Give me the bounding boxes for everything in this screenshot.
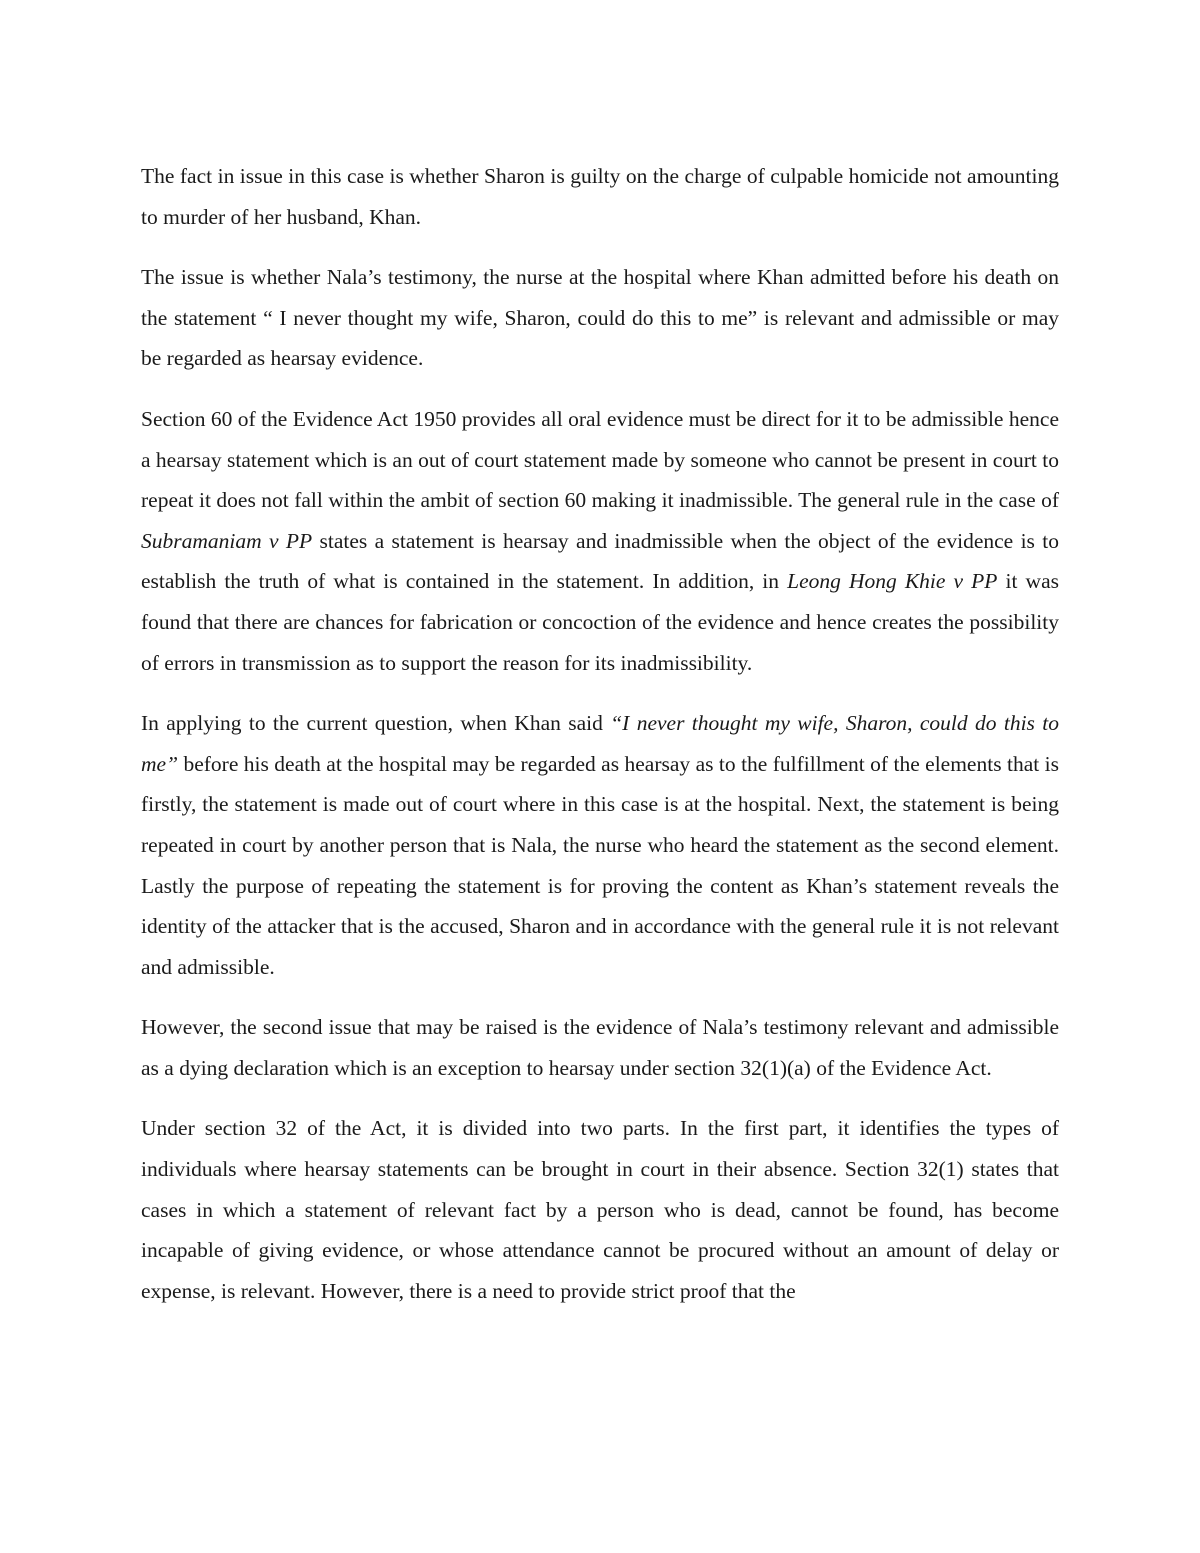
paragraph-text: Under section 32 of the Act, it is divided into two parts. In the first part, it identifies the types of individuals where hearsay statements can be brought in court in their absence. Section 32(1) states that cases in which a statement of relevant fact by a person who is dead, cannot be found, has become incapable of giving evidence, or whose attendance cannot be procured without an amount of delay or expense, is relevant. However, there is a need to provide strict proof that the bbox=[141, 1116, 1059, 1303]
paragraph-text: The issue is whether Nala’s testimony, the nurse at the hospital where Khan admitted before his death on the statement “ I never thought my wife, Sharon, could do this to me” is relevant and admissible or may be regarded as hearsay evidence. bbox=[141, 265, 1059, 371]
paragraph-section-32 bbox=[141, 1108, 1059, 1311]
case-citation-subramaniam: Subramaniam v PP bbox=[141, 528, 313, 553]
paragraph-text: states a statement is hearsay and inadmissible when the object of the evidence is to establish the truth of what is contained in the statement. In addition, in bbox=[141, 528, 1059, 594]
paragraph-issue-statement bbox=[141, 257, 1059, 379]
paragraph-text: before his death at the hospital may be regarded as hearsay as to the fulfillment of the elements that is firstly, the statement is made out of court where in this case is at the hospital. Next, the statement is being repeated in court by another person that is Nala, the nurse who heard the statement as the second element. Lastly the purpose of repeating the statement is for proving the content as Khan’s statement reveals the identity of the attacker that is the accused, Sharon and in accordance with the general rule it is not relevant and admissible. bbox=[141, 751, 1059, 979]
paragraph-fact-in-issue bbox=[141, 156, 1059, 237]
paragraph-text: it was found that there are chances for fabrication or concoction of the evidence and hence creates the possibility of errors in transmission as to support the reason for its inadmissibility. bbox=[141, 569, 1059, 675]
paragraph-application bbox=[141, 703, 1059, 987]
paragraph-section-60 bbox=[141, 399, 1059, 683]
paragraph-text: However, the second issue that may be raised is the evidence of Nala’s testimony relevant and admissible as a dying declaration which is an exception to hearsay under section 32(1)(a) of the Evidence Act. bbox=[141, 1015, 1059, 1080]
paragraph-text: The fact in issue in this case is whether Sharon is guilty on the charge of culpable homicide not amounting to murder of her husband, Khan. bbox=[141, 164, 1059, 229]
paragraph-text: Section 60 of the Evidence Act 1950 provides all oral evidence must be direct for it to be admissible hence a hearsay statement which is an out of court statement made by someone who cannot be present in court to repeat it does not fall within the ambit of section 60 making it inadmissible. The general rule in the case of bbox=[141, 406, 1059, 513]
case-citation-leong-hong-khie: Leong Hong Khie v PP bbox=[787, 569, 998, 594]
quoted-statement: “I never thought my wife, Sharon, could do this to me” bbox=[141, 711, 1059, 776]
paragraph-text: In applying to the current question, when Khan said bbox=[141, 711, 611, 736]
document-body bbox=[141, 156, 1059, 1311]
paragraph-second-issue bbox=[141, 1007, 1059, 1088]
